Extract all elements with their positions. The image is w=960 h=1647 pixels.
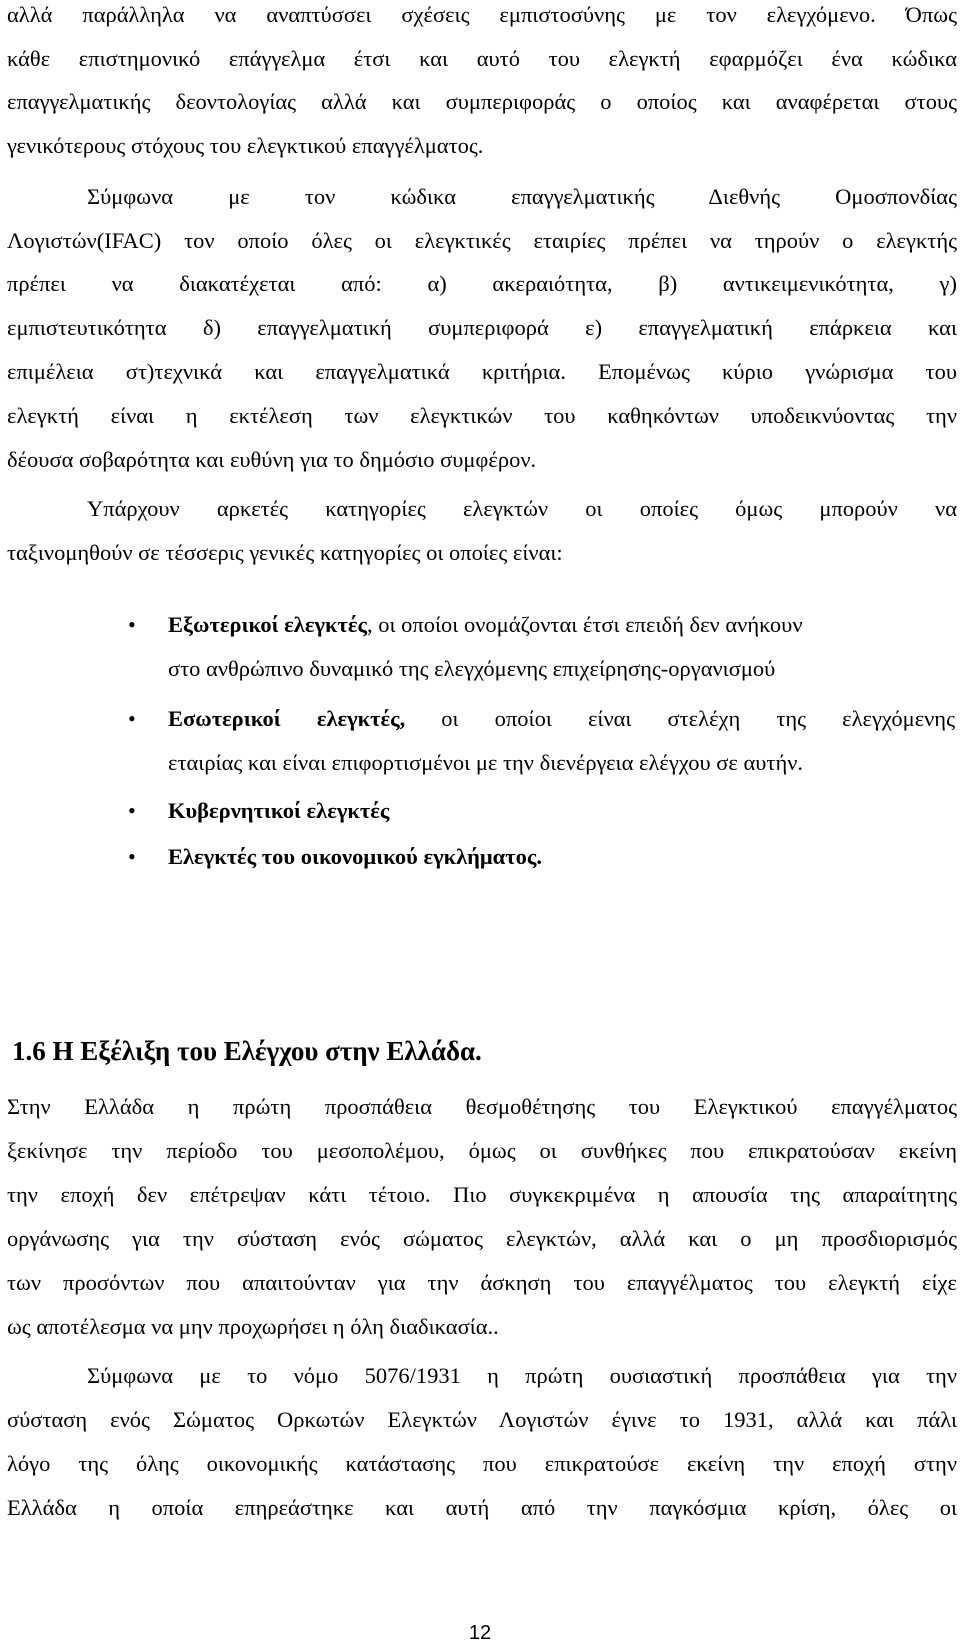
paragraph-line: Σύμφωνα με τον κώδικα επαγγελματικής Διεθνής Ομοσπονδίας [87,184,957,209]
paragraph-line: σύσταση ενός Σώματος Ορκωτών Ελεγκτών Λογιστών έγινε το 1931, αλλά και πάλι [7,1407,957,1432]
list-item-text: οι οποίοι είναι στελέχη της ελεγχόμενης [405,706,955,731]
paragraph-line: ως αποτέλεσμα να μην προχωρήσει η όλη διαδικασία.. [7,1314,499,1339]
paragraph-line: ξεκίνησε την περίοδο του μεσοπολέμου, όμως οι συνθήκες που επικρατούσαν εκείνη [7,1138,957,1163]
list-item-bold: Εξωτερικοί ελεγκτές [168,612,367,637]
paragraph-line: Στην Ελλάδα η πρώτη προσπάθεια θεσμοθέτησης του Ελεγκτικού επαγγέλματος [7,1094,957,1119]
list-item-continuation: εταιρίας και είναι επιφορτισμένοι με την διενέργεια ελέγχου σε αυτήν. [168,750,804,775]
page-number: 12 [468,1622,492,1644]
list-item-text: , οι οποίοι ονομάζονται έτσι επειδή δεν ανήκουν [366,612,803,637]
paragraph-line: Υπάρχουν αρκετές κατηγορίες ελεγκτών οι οποίες όμως μπορούν να [87,496,957,521]
paragraph-line: αλλά παράλληλα να αναπτύσσει σχέσεις εμπιστοσύνης με τον ελεγχόμενο. Όπως [7,2,957,27]
paragraph-line: γενικότερους στόχους του ελεγκτικού επαγγέλματος. [7,133,484,158]
paragraph-line: οργάνωσης για την σύσταση ενός σώματος ελεγκτών, αλλά και ο μη προσδιορισμός [7,1226,957,1251]
paragraph-line: επιμέλεια στ)τεχνικά και επαγγελματικά κριτήρια. Επομένως κύριο γνώρισμα του [7,359,957,384]
paragraph-line: δέουσα σοβαρότητα και ευθύνη για το δημόσιο συμφέρον. [7,447,537,472]
list-item: Ελεγκτές του οικονομικού εγκλήματος. [168,844,542,869]
bullet-icon: • [128,706,136,731]
bullet-icon: • [128,844,136,869]
list-item: Κυβερνητικοί ελεγκτές [168,798,390,823]
list-item [168,612,955,638]
paragraph-line: ταξινομηθούν σε τέσσερις γενικές κατηγορίες οι οποίες είναι: [7,540,563,565]
paragraph-line: εμπιστευτικότητα δ) επαγγελματική συμπεριφορά ε) επαγγελματική επάρκεια και [7,315,957,340]
paragraph-line: των προσόντων που απαιτούνταν για την άσκηση του επαγγέλματος του ελεγκτή είχε [7,1270,957,1295]
paragraph-line: λόγο της όλης οικονομικής κατάστασης που επικρατούσε εκείνη την εποχή στην [7,1451,957,1476]
paragraph-line: ελεγκτή είναι η εκτέλεση των ελεγκτικών του καθηκόντων υποδεικνύοντας την [7,403,957,428]
paragraph-line: την εποχή δεν επέτρεψαν κάτι τέτοιο. Πιο συγκεκριμένα η απουσία της απαραίτητης [7,1182,957,1207]
paragraph-line: πρέπει να διακατέχεται από: α) ακεραιότητα, β) αντικειμενικότητα, γ) [7,271,957,296]
paragraph-line: Ελλάδα η οποία επηρεάστηκε και αυτή από την παγκόσμια κρίση, όλες οι [7,1495,957,1520]
paragraph-line: Λογιστών(IFAC) τον οποίο όλες οι ελεγκτικές εταιρίες πρέπει να τηρούν ο ελεγκτής [7,228,957,253]
bullet-icon: • [128,798,136,823]
paragraph-line: κάθε επιστημονικό επάγγελμα έτσι και αυτό του ελεγκτή εφαρμόζει ένα κώδικα [7,46,957,71]
list-item [168,706,955,732]
list-item-bold: Εσωτερικοί ελεγκτές, [168,706,406,731]
paragraph-line: Σύμφωνα με το νόμο 5076/1931 η πρώτη ουσιαστική προσπάθεια για την [87,1363,957,1388]
list-item-continuation: στο ανθρώπινο δυναμικό της ελεγχόμενης επιχείρησης-οργανισμού [168,656,776,681]
bullet-icon: • [128,612,136,637]
paragraph-line: επαγγελματικής δεοντολογίας αλλά και συμπεριφοράς ο οποίος και αναφέρεται στους [7,89,957,114]
section-heading: 1.6 Η Εξέλιξη του Ελέγχου στην Ελλάδα. [12,1036,482,1066]
